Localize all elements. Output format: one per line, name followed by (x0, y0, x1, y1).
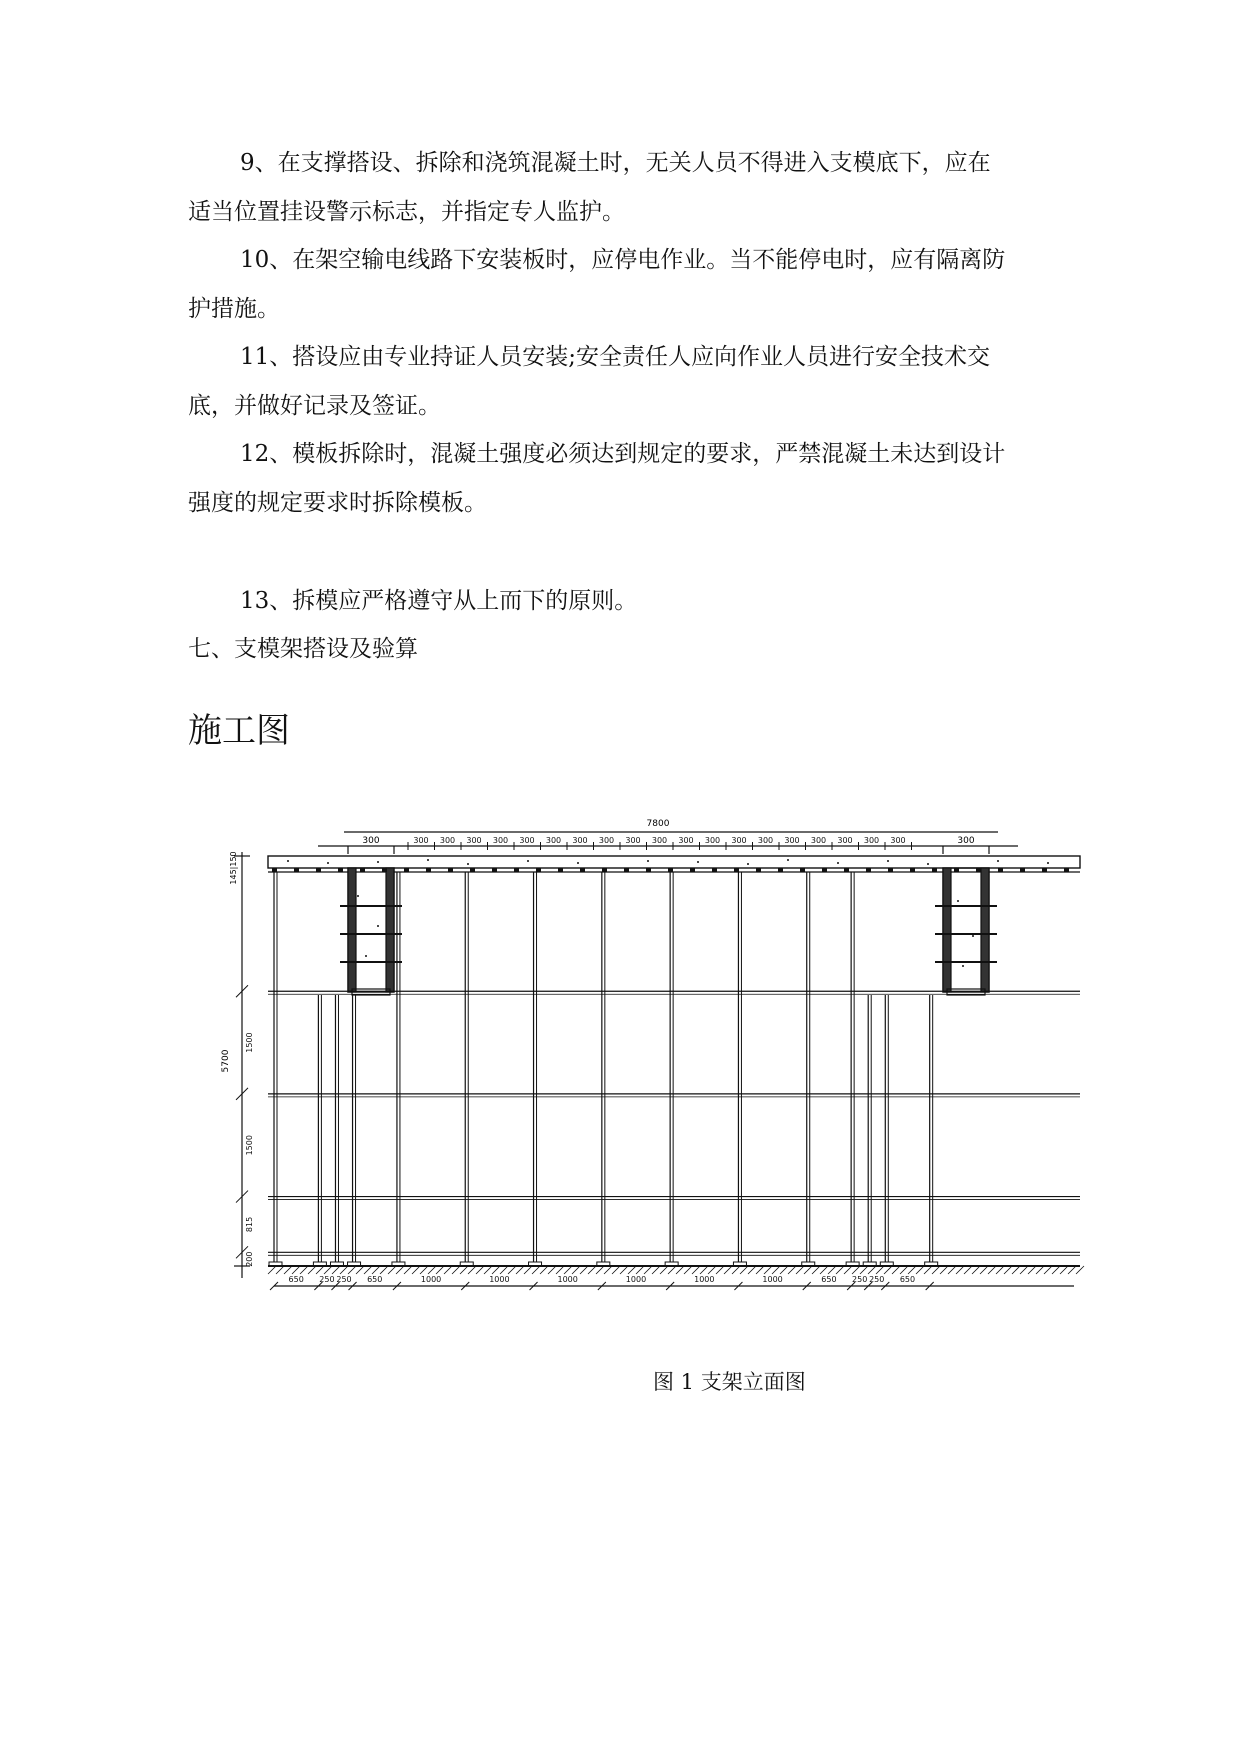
bottom-spacing-label: 650 (821, 1275, 837, 1284)
slab-joist (382, 868, 387, 872)
top-dimension-label: 7800 (646, 819, 670, 829)
ground-hatch (388, 1266, 396, 1274)
concrete-aggregate-dot (887, 860, 889, 862)
ground-hatch (356, 1266, 364, 1274)
slab-joist (1064, 868, 1069, 872)
ground-hatch (780, 1266, 788, 1274)
ground-hatch (412, 1266, 420, 1274)
ground-hatch (996, 1266, 1004, 1274)
joist-spacing-label: 300 (757, 836, 774, 845)
ground-hatch (852, 1266, 860, 1274)
ground-hatch (956, 1266, 964, 1274)
ground-hatch (1060, 1266, 1068, 1274)
right-beam-side-form (943, 868, 951, 992)
ground-hatch (972, 1266, 980, 1274)
ground-hatch (980, 1266, 988, 1274)
slab-joist (448, 868, 453, 872)
slab-joist (316, 868, 321, 872)
ground-hatch (468, 1266, 476, 1274)
paragraph-9 (188, 139, 1048, 237)
ground-hatch (292, 1266, 300, 1274)
joist-spacing-label: 300 (439, 836, 456, 845)
joist-spacing-label: 300 (519, 836, 535, 845)
ground-hatch (612, 1266, 620, 1274)
concrete-aggregate-dot (467, 863, 469, 865)
joist-spacing-label: 300 (598, 836, 615, 845)
paragraph-line: 9、在支撑搭设、拆除和浇筑混凝土时，无关人员不得进入支模底下，应在 (240, 150, 991, 176)
concrete-aggregate-dot (972, 935, 974, 937)
ground-hatch (748, 1266, 756, 1274)
ground-hatch (1028, 1266, 1036, 1274)
ground-hatch (556, 1266, 564, 1274)
drawing-canvas (221, 806, 1088, 1346)
paragraph-line: 强度的规定要求时拆除模板。 (188, 490, 487, 516)
bottom-spacing-label: 650 (367, 1275, 383, 1284)
ground-hatch (404, 1266, 412, 1274)
ground-hatch (588, 1266, 596, 1274)
ground-hatch (924, 1266, 932, 1274)
ground-hatch (636, 1266, 644, 1274)
height-spacing-label: 200 (245, 1251, 254, 1267)
ground-hatch (860, 1266, 868, 1274)
slab-joist (1020, 868, 1025, 872)
ground-hatch (1036, 1266, 1044, 1274)
ground-hatch (900, 1266, 908, 1274)
ground-hatch (644, 1266, 652, 1274)
ground-hatch (372, 1266, 380, 1274)
joist-spacing-label: 300 (413, 836, 429, 845)
concrete-aggregate-dot (997, 860, 999, 862)
concrete-aggregate-dot (1047, 862, 1049, 864)
ground-hatch (660, 1266, 668, 1274)
ground-hatch (340, 1266, 348, 1274)
ground-hatch (420, 1266, 428, 1274)
ground-hatch (1020, 1266, 1028, 1274)
concrete-aggregate-dot (577, 862, 579, 864)
concrete-aggregate-dot (327, 862, 329, 864)
concrete-aggregate-dot (647, 860, 649, 862)
slab-joist (844, 868, 849, 872)
joist-spacing-label: 300 (704, 836, 721, 845)
joist-spacing-label: 300 (572, 836, 588, 845)
slab-joist (558, 868, 563, 872)
bottom-spacing-label: 250 (869, 1275, 885, 1284)
joist-spacing-label: 300 (731, 836, 747, 845)
slab-joist (822, 868, 827, 872)
ground-hatch (276, 1266, 284, 1274)
concrete-aggregate-dot (357, 895, 359, 897)
slab-joist (338, 868, 343, 872)
slab-joist (866, 868, 871, 872)
ground-hatch (476, 1266, 484, 1274)
ground-hatch (428, 1266, 436, 1274)
ground-hatch (812, 1266, 820, 1274)
paragraph-line: 底，并做好记录及签证。 (188, 393, 441, 419)
joist-spacing-label: 300 (466, 836, 482, 845)
ground-hatch (564, 1266, 572, 1274)
height-spacing-label: 1500 (245, 1032, 254, 1053)
ground-hatch (1004, 1266, 1012, 1274)
ground-hatch (324, 1266, 332, 1274)
concrete-aggregate-dot (377, 861, 379, 863)
ground-hatch (1052, 1266, 1060, 1274)
concrete-aggregate-dot (927, 863, 929, 865)
ground-hatch (620, 1266, 628, 1274)
concrete-aggregate-dot (365, 955, 367, 957)
left-beam-side-form (386, 868, 394, 992)
concrete-aggregate-dot (697, 861, 699, 863)
slab-joist (272, 868, 277, 872)
bottom-spacing-label: 1000 (625, 1275, 647, 1284)
ground-hatch (740, 1266, 748, 1274)
paragraph-line: 10、在架空输电线路下安装板时，应停电作业。当不能停电时，应有隔离防 (240, 247, 1006, 273)
concrete-aggregate-dot (377, 925, 379, 927)
slab-joist (536, 868, 541, 872)
joist-spacing-label: 300 (651, 836, 668, 845)
ground-hatch (300, 1266, 308, 1274)
ground-hatch (484, 1266, 492, 1274)
scaffold-elevation-drawing (221, 806, 1088, 1346)
slab-joist (910, 868, 915, 872)
beam-width-label: 300 (362, 836, 380, 846)
ground-hatch (348, 1266, 356, 1274)
paragraph-line: 12、模板拆除时，混凝土强度必须达到规定的要求，严禁混凝土未达到设计 (240, 441, 1006, 467)
paragraph-10 (188, 236, 1048, 334)
slab-joist (888, 868, 893, 872)
slab-joist (778, 868, 783, 872)
ground-hatch (572, 1266, 580, 1274)
ground-hatch (796, 1266, 804, 1274)
figure-caption: 图 1 支架立面图 (653, 1370, 806, 1394)
ground-hatch (804, 1266, 812, 1274)
ground-hatch (436, 1266, 444, 1274)
paragraph-13 (188, 577, 1048, 626)
left-beam-side-form (348, 868, 356, 992)
slab-joist (492, 868, 497, 872)
concrete-aggregate-dot (287, 860, 289, 862)
slab-joist (426, 868, 431, 872)
ground-hatch (332, 1266, 340, 1274)
joist-spacing-label: 300 (837, 836, 853, 845)
page-title: 施工图 (188, 711, 290, 751)
paragraph-line: 护措施。 (188, 296, 280, 322)
ground-hatch (492, 1266, 500, 1274)
joist-spacing-label: 300 (863, 836, 880, 845)
slab-joist (514, 868, 519, 872)
ground-hatch (452, 1266, 460, 1274)
bottom-spacing-label: 250 (336, 1275, 352, 1284)
slab-joist (668, 868, 673, 872)
ground-hatch (772, 1266, 780, 1274)
ground-hatch (508, 1266, 516, 1274)
ground-hatch (940, 1266, 948, 1274)
ground-hatch (756, 1266, 764, 1274)
slab-joist (360, 868, 365, 872)
bottom-spacing-label: 650 (288, 1275, 304, 1284)
ground-hatch (580, 1266, 588, 1274)
ground-hatch (596, 1266, 604, 1274)
ground-hatch (460, 1266, 468, 1274)
ground-hatch (764, 1266, 772, 1274)
ground-hatch (692, 1266, 700, 1274)
bottom-spacing-label: 250 (852, 1275, 868, 1284)
ground-hatch (548, 1266, 556, 1274)
ground-hatch (652, 1266, 660, 1274)
slab-joist (756, 868, 761, 872)
ground-hatch (820, 1266, 828, 1274)
slab-joist (800, 868, 805, 872)
concrete-aggregate-dot (747, 863, 749, 865)
ground-hatch (1076, 1266, 1084, 1274)
slab-joist (1042, 868, 1047, 872)
paragraph-line: 13、拆模应严格遵守从上而下的原则。 (240, 588, 638, 614)
ground-hatch (988, 1266, 996, 1274)
ground-hatch (684, 1266, 692, 1274)
slab-joist (734, 868, 739, 872)
right-beam-side-form (981, 868, 989, 992)
bottom-spacing-label: 1000 (420, 1275, 442, 1284)
bottom-spacing-label: 1000 (557, 1275, 578, 1284)
paragraph-11 (188, 333, 1048, 431)
joist-spacing-label: 300 (890, 836, 906, 845)
bottom-spacing-label: 1000 (762, 1275, 783, 1284)
concrete-aggregate-dot (787, 859, 789, 861)
ground-hatch (308, 1266, 316, 1274)
ground-hatch (628, 1266, 636, 1274)
ground-hatch (396, 1266, 404, 1274)
ground-hatch (700, 1266, 708, 1274)
ground-hatch (884, 1266, 892, 1274)
ground-hatch (676, 1266, 684, 1274)
bottom-spacing-label: 250 (319, 1275, 335, 1284)
ground-hatch (948, 1266, 956, 1274)
slab-joist (602, 868, 607, 872)
ground-hatch (708, 1266, 716, 1274)
concrete-aggregate-dot (837, 862, 839, 864)
ground-hatch (316, 1266, 324, 1274)
ground-hatch (724, 1266, 732, 1274)
section-heading: 七、支模架搭设及验算 (188, 636, 418, 662)
ground-hatch (868, 1266, 876, 1274)
joist-spacing-label: 300 (625, 836, 641, 845)
slab-joist (998, 868, 1003, 872)
ground-hatch (1012, 1266, 1020, 1274)
ground-hatch (268, 1266, 276, 1274)
slab-joist (470, 868, 475, 872)
ground-hatch (516, 1266, 524, 1274)
ground-hatch (444, 1266, 452, 1274)
joist-spacing-label: 300 (545, 836, 562, 845)
ground-hatch (964, 1266, 972, 1274)
ground-hatch (540, 1266, 548, 1274)
ground-hatch (908, 1266, 916, 1274)
slab-joist (954, 868, 959, 872)
joist-spacing-label: 300 (810, 836, 827, 845)
ground-hatch (500, 1266, 508, 1274)
slab-joist (690, 868, 695, 872)
slab-thickness-label: 145|150 (229, 851, 238, 885)
concrete-slab (268, 856, 1080, 868)
concrete-aggregate-dot (957, 900, 959, 902)
concrete-aggregate-dot (962, 965, 964, 967)
height-spacing-label: 1500 (245, 1135, 254, 1156)
slab-joist (932, 868, 937, 872)
ground-hatch (844, 1266, 852, 1274)
ground-hatch (380, 1266, 388, 1274)
slab-joist (624, 868, 629, 872)
slab-joist (294, 868, 299, 872)
slab-joist (646, 868, 651, 872)
slab-joist (712, 868, 717, 872)
ground-hatch (364, 1266, 372, 1274)
paragraph-12 (188, 430, 1048, 528)
ground-hatch (836, 1266, 844, 1274)
ground-hatch (524, 1266, 532, 1274)
ground-hatch (828, 1266, 836, 1274)
beam-width-label: 300 (957, 836, 975, 846)
concrete-aggregate-dot (427, 859, 429, 861)
bottom-spacing-label: 650 (899, 1275, 916, 1284)
ground-hatch (716, 1266, 724, 1274)
ground-hatch (284, 1266, 292, 1274)
joist-spacing-label: 300 (492, 836, 509, 845)
ground-hatch (892, 1266, 900, 1274)
slab-joist (580, 868, 585, 872)
ground-hatch (604, 1266, 612, 1274)
ground-hatch (916, 1266, 924, 1274)
bottom-spacing-label: 1000 (694, 1275, 715, 1284)
ground-hatch (788, 1266, 796, 1274)
bottom-spacing-label: 1000 (489, 1275, 510, 1284)
ground-hatch (876, 1266, 884, 1274)
slab-joist (976, 868, 981, 872)
height-spacing-label: 815 (245, 1216, 254, 1233)
ground-hatch (932, 1266, 940, 1274)
joist-spacing-label: 300 (784, 836, 800, 845)
concrete-aggregate-dot (527, 860, 529, 862)
ground-hatch (1068, 1266, 1076, 1274)
paragraph-line: 适当位置挂设警示标志，并指定专人监护。 (188, 199, 625, 225)
ground-hatch (1044, 1266, 1052, 1274)
ground-hatch (668, 1266, 676, 1274)
ground-hatch (732, 1266, 740, 1274)
slab-joist (404, 868, 409, 872)
overall-height-label: 5700 (221, 1049, 231, 1073)
joist-spacing-label: 300 (678, 836, 694, 845)
ground-hatch (532, 1266, 540, 1274)
paragraph-line: 11、搭设应由专业持证人员安装;安全责任人应向作业人员进行安全技术交 (240, 344, 991, 370)
